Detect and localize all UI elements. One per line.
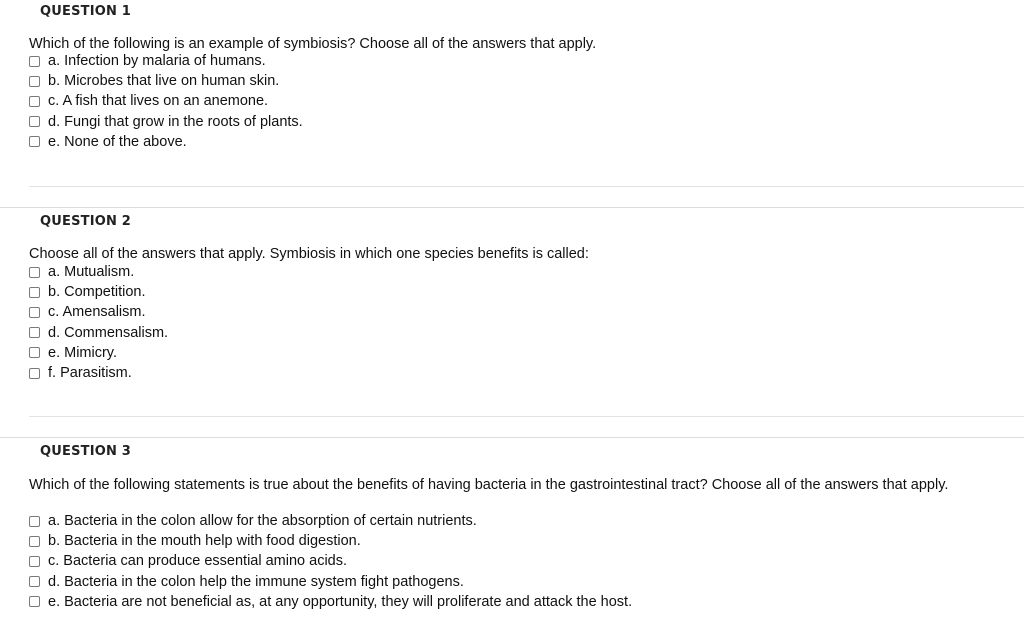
question-1-option-b[interactable]: [29, 71, 303, 91]
checkbox[interactable]: [29, 368, 40, 379]
checkbox[interactable]: [29, 56, 40, 67]
checkbox[interactable]: [29, 536, 40, 547]
question-1-header: QUESTION 1: [40, 4, 132, 19]
question-3-option-b[interactable]: [29, 531, 632, 551]
option-label: a. Infection by malaria of humans.: [48, 53, 266, 70]
question-divider: [29, 416, 1024, 417]
question-1-option-a[interactable]: [29, 51, 303, 71]
checkbox[interactable]: [29, 556, 40, 567]
option-label: b. Bacteria in the mouth help with food digestion.: [48, 533, 361, 550]
question-3-option-a[interactable]: [29, 511, 632, 531]
option-label: c. Amensalism.: [48, 304, 146, 321]
checkbox[interactable]: [29, 516, 40, 527]
question-3-options: [29, 511, 632, 612]
question-1-option-e[interactable]: [29, 132, 303, 152]
option-label: a. Bacteria in the colon allow for the absorption of certain nutrients.: [48, 513, 477, 530]
question-separator: [0, 207, 1024, 208]
question-3-option-c[interactable]: [29, 551, 632, 571]
checkbox[interactable]: [29, 287, 40, 298]
question-2-option-c[interactable]: [29, 302, 168, 322]
option-label: c. A fish that lives on an anemone.: [48, 93, 269, 110]
checkbox[interactable]: [29, 267, 40, 278]
option-label: f. Parasitism.: [48, 365, 132, 382]
question-divider: [29, 186, 1024, 187]
question-1-prompt: Which of the following is an example of symbiosis? Choose all of the answers that apply.: [29, 36, 597, 52]
option-label: d. Fungi that grow in the roots of plants.: [48, 113, 303, 130]
checkbox[interactable]: [29, 76, 40, 87]
question-2-prompt: Choose all of the answers that apply. Symbiosis in which one species benefits is called:: [29, 246, 589, 262]
question-2-option-a[interactable]: [29, 262, 168, 282]
checkbox[interactable]: [29, 116, 40, 127]
option-label: b. Competition.: [48, 284, 146, 301]
checkbox[interactable]: [29, 96, 40, 107]
option-label: d. Commensalism.: [48, 324, 169, 341]
checkbox[interactable]: [29, 596, 40, 607]
question-1-options: [29, 51, 303, 152]
option-label: d. Bacteria in the colon help the immune system fight pathogens.: [48, 573, 464, 590]
question-3-option-e[interactable]: [29, 592, 632, 612]
question-2-options: [29, 262, 168, 383]
checkbox[interactable]: [29, 327, 40, 338]
option-label: a. Mutualism.: [48, 264, 135, 281]
checkbox[interactable]: [29, 347, 40, 358]
question-1-option-d[interactable]: [29, 112, 303, 132]
question-2-option-d[interactable]: [29, 323, 168, 343]
checkbox[interactable]: [29, 576, 40, 587]
checkbox[interactable]: [29, 136, 40, 147]
option-label: c. Bacteria can produce essential amino acids.: [48, 553, 348, 570]
option-label: e. None of the above.: [48, 133, 187, 150]
checkbox[interactable]: [29, 307, 40, 318]
question-3-header: QUESTION 3: [40, 444, 132, 459]
option-label: e. Bacteria are not beneficial as, at any opportunity, they will proliferate and attack the host.: [48, 593, 633, 610]
question-2-option-e[interactable]: [29, 343, 168, 363]
option-label: e. Mimicry.: [48, 344, 118, 361]
question-3-prompt: Which of the following statements is true about the benefits of having bacteria in the gastrointestinal tract? Choose all of the answers that apply.: [29, 477, 949, 493]
question-separator: [0, 437, 1024, 438]
question-2-header: QUESTION 2: [40, 214, 132, 229]
question-2-option-f[interactable]: [29, 363, 168, 383]
option-label: b. Microbes that live on human skin.: [48, 73, 280, 90]
question-1-option-c[interactable]: [29, 91, 303, 111]
question-3-option-d[interactable]: [29, 572, 632, 592]
question-2-option-b[interactable]: [29, 282, 168, 302]
